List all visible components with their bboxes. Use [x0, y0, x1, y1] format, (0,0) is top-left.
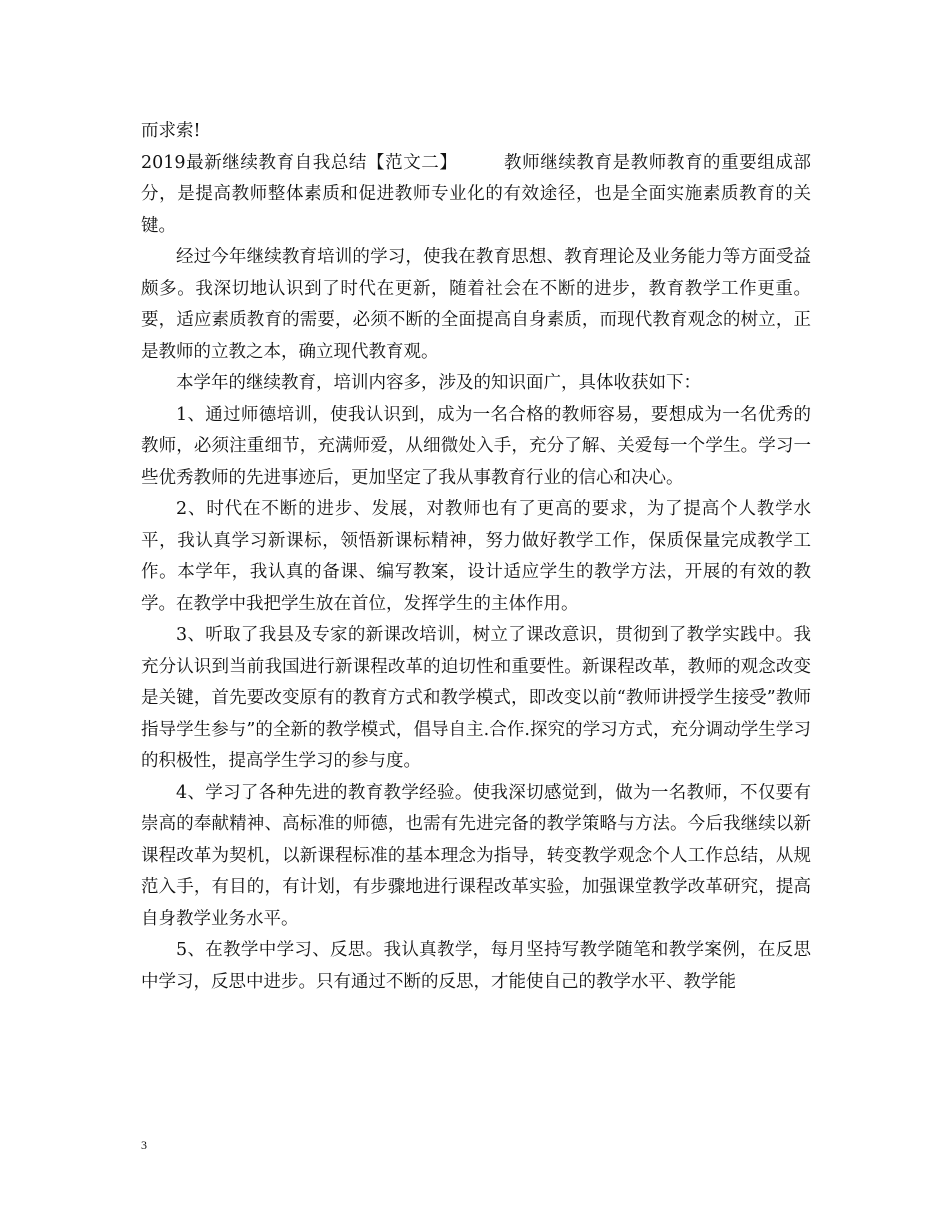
document-body	[141, 116, 811, 998]
intro-text: 教师继续教育是教师教育的重要组成部分，是提高教师整体素质和促进教师专业化的有效途径，也是全面实施素质教育的关键。	[141, 152, 811, 236]
paragraph-3: 1、通过师德培训，使我认识到，成为一名合格的教师容易，要想成为一名优秀的教师，必须注重细节，充满师爱，从细微处入手，充分了解、关爱每一个学生。学习一些优秀教师的先进事迹后，更加坚定了我从事教育行业的信心和决心。	[141, 404, 811, 488]
paragraph-4: 2、时代在不断的进步、发展，对教师也有了更高的要求，为了提高个人教学水平，我认真学习新课标，领悟新课标精神，努力做好教学工作，保质保量完成教学工作。本学年，我认真的备课、编写教案，设计适应学生的教学方法，开展的有效的教学。在教学中我把学生放在首位，发挥学生的主体作用。	[141, 499, 811, 614]
paragraph-6: 4、学习了各种先进的教育教学经验。使我深切感觉到，做为一名教师，不仅要有崇高的奉献精神、高标准的师德，也需有先进完备的教学策略与方法。今后我继续以新课程改革为契机，以新课程标准的基本理念为指导，转变教学观念个人工作总结，从规范入手，有目的，有计划，有步骤地进行课程改革实验，加强课堂教学改革研究，提高自身教学业务水平。	[141, 782, 811, 929]
document-heading: 2019最新继续教育自我总结【范文二】	[141, 152, 458, 173]
page-number: 3	[141, 1138, 147, 1152]
continuation-line: 而求索!	[141, 121, 201, 141]
paragraph-2: 本学年的继续教育，培训内容多，涉及的知识面广，具体收获如下：	[176, 373, 701, 393]
paragraph-5: 3、听取了我县及专家的新课改培训，树立了课改意识，贯彻到了教学实践中。我充分认识到当前我国进行新课程改革的迫切性和重要性。新课程改革，教师的观念改变是关键，首先要改变原有的教育方式和教学模式，即改变以前“教师讲授学生接受”教师指导学生参与”的全新的教学模式，倡导自主.合作.探究的学习方式，充分调动学生学习的积极性，提高学生学习的参与度。	[141, 625, 811, 771]
paragraph-1: 经过今年继续教育培训的学习，使我在教育思想、教育理论及业务能力等方面受益颇多。我深切地认识到了时代在更新，随着社会在不断的进步，教育教学工作更重。要，适应素质教育的需要，必须不断的全面提高自身素质，而现代教育观念的树立，正是教师的立教之本，确立现代教育观。	[141, 247, 811, 362]
heading-paragraph	[141, 148, 811, 243]
paragraph-7: 5、在教学中学习、反思。我认真教学，每月坚持写教学随笔和教学案例，在反思中学习，反思中进步。只有通过不断的反思，才能使自己的教学水平、教学能	[141, 940, 811, 992]
